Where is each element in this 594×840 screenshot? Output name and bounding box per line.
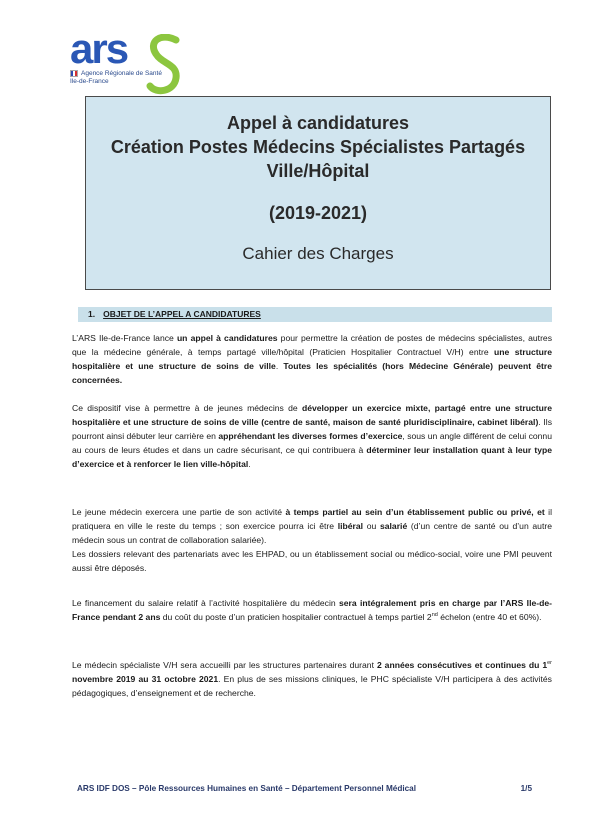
text-run: du coût du poste d’un praticien hospitalier contractuel à temps partiel 2: [160, 612, 432, 622]
text-run-bold: novembre 2019 au 31 octobre 2021: [72, 674, 219, 684]
text-run-bold: sera intégralement pris en charge par l’ARS Ile-de-France pendant 2 ans: [72, 598, 552, 622]
text-run-bold: 2 années consécutives et continues du 1: [376, 660, 548, 670]
text-run: il pratiquera en ville le reste du temps ; son exercice pourra ici être: [72, 507, 552, 531]
text-run-bold: une structure hospitalière et une structure de soins de ville: [72, 347, 552, 371]
paragraph-duration: [72, 658, 552, 700]
green-s-swoosh-icon: [146, 34, 182, 96]
text-run: .: [275, 361, 284, 371]
text-run-bold: Toutes les spécialités (hors Médecine Générale) peuvent être concernées.: [72, 361, 552, 385]
superscript: er: [547, 660, 552, 667]
text-run-bold: développer un exercice mixte, partagé entre une structure hospitalière et une structure de soins de ville (centre de santé, maison de santé pluridisciplinaire, cabinet libéral): [72, 403, 553, 427]
text-run-bold: déterminer leur installation quant à leur type d’exercice et à renforcer le lien ville-hôpital: [72, 445, 552, 469]
page-footer: [77, 784, 532, 793]
page-number: 1/5: [520, 784, 532, 793]
section-number: 1.: [88, 309, 96, 319]
french-flag-icon: [70, 70, 78, 77]
text-run: Les dossiers relevant des partenariats avec les EHPAD, ou un établissement social ou médico-social, voire une PMI peuvent aussi être déposés.: [72, 549, 552, 573]
title-line-1: Appel à candidatures: [226, 113, 410, 133]
text-run-bold: à temps partiel au sein d’un établissement public ou privé, et: [285, 507, 545, 517]
text-run: échelon (entre 40 et 60%).: [437, 612, 542, 622]
text-run-bold: libéral: [337, 521, 364, 531]
logo-region-line: Ile-de-France: [70, 78, 109, 85]
paragraph-financement: [72, 596, 552, 624]
section-heading: [78, 307, 552, 322]
title-subtitle: Cahier des Charges: [242, 244, 394, 263]
text-run: L’ARS Ile-de-France lance: [72, 333, 177, 343]
text-run: (d’un centre de santé ou d’un autre médecin sous un contrat de collaboration salariée).: [72, 521, 552, 545]
title-line-2: Création Postes Médecins Spécialistes Partagés: [110, 137, 526, 157]
paragraph-activity: [72, 505, 552, 575]
paragraph-intro: [72, 331, 552, 387]
logo-agency-text: Agence Régionale de Santé: [81, 70, 162, 78]
text-run: Le jeune médecin exercera une partie de son activité: [72, 507, 286, 517]
text-run-bold: appréhendant les diverses formes d’exercice: [218, 431, 403, 441]
section-title: OBJET DE L’APPEL A CANDIDATURES: [103, 309, 261, 319]
text-run: pour permettre la création de postes de médecins spécialistes, autres que la médecine générale, à temps partagé ville/hôpital (Praticien Hospitalier Contractuel V/H) entre: [72, 333, 553, 357]
title-box: [85, 96, 551, 290]
text-run: .: [248, 459, 251, 469]
text-run: Ce dispositif vise à permettre à de jeunes médecins de: [72, 403, 302, 413]
text-run: , sous un angle différent de celui connu au cours de leurs études et dans un cadre sécurisant, ce qui contribuera à: [72, 431, 552, 455]
title-period: (2019-2021): [268, 203, 368, 223]
logo-wordmark: ars: [70, 30, 128, 70]
ars-logo: [70, 30, 185, 100]
text-run: ou: [363, 521, 380, 531]
text-run: Le médecin spécialiste V/H sera accueilli par les structures partenaires durant: [72, 660, 377, 670]
text-run: . En plus de ses missions cliniques, le PHC spécialiste V/H participera à des activités pédagogiques, d’enseignement et de recherche.: [72, 674, 552, 698]
text-run: Le financement du salaire relatif à l’activité hospitalière du médecin: [72, 598, 339, 608]
text-run: . Ils pourront ainsi débuter leur carrière en: [72, 417, 552, 441]
text-run-bold: salarié: [379, 521, 408, 531]
footer-text: ARS IDF DOS – Pôle Ressources Humaines en Santé – Département Personnel Médical: [77, 784, 416, 793]
superscript: nd: [431, 612, 438, 619]
text-run-bold: un appel à candidatures: [176, 333, 278, 343]
logo-agency-line: [70, 70, 162, 77]
paragraph-dispositif: [72, 401, 552, 471]
title-line-3: Ville/Hôpital: [266, 161, 370, 181]
